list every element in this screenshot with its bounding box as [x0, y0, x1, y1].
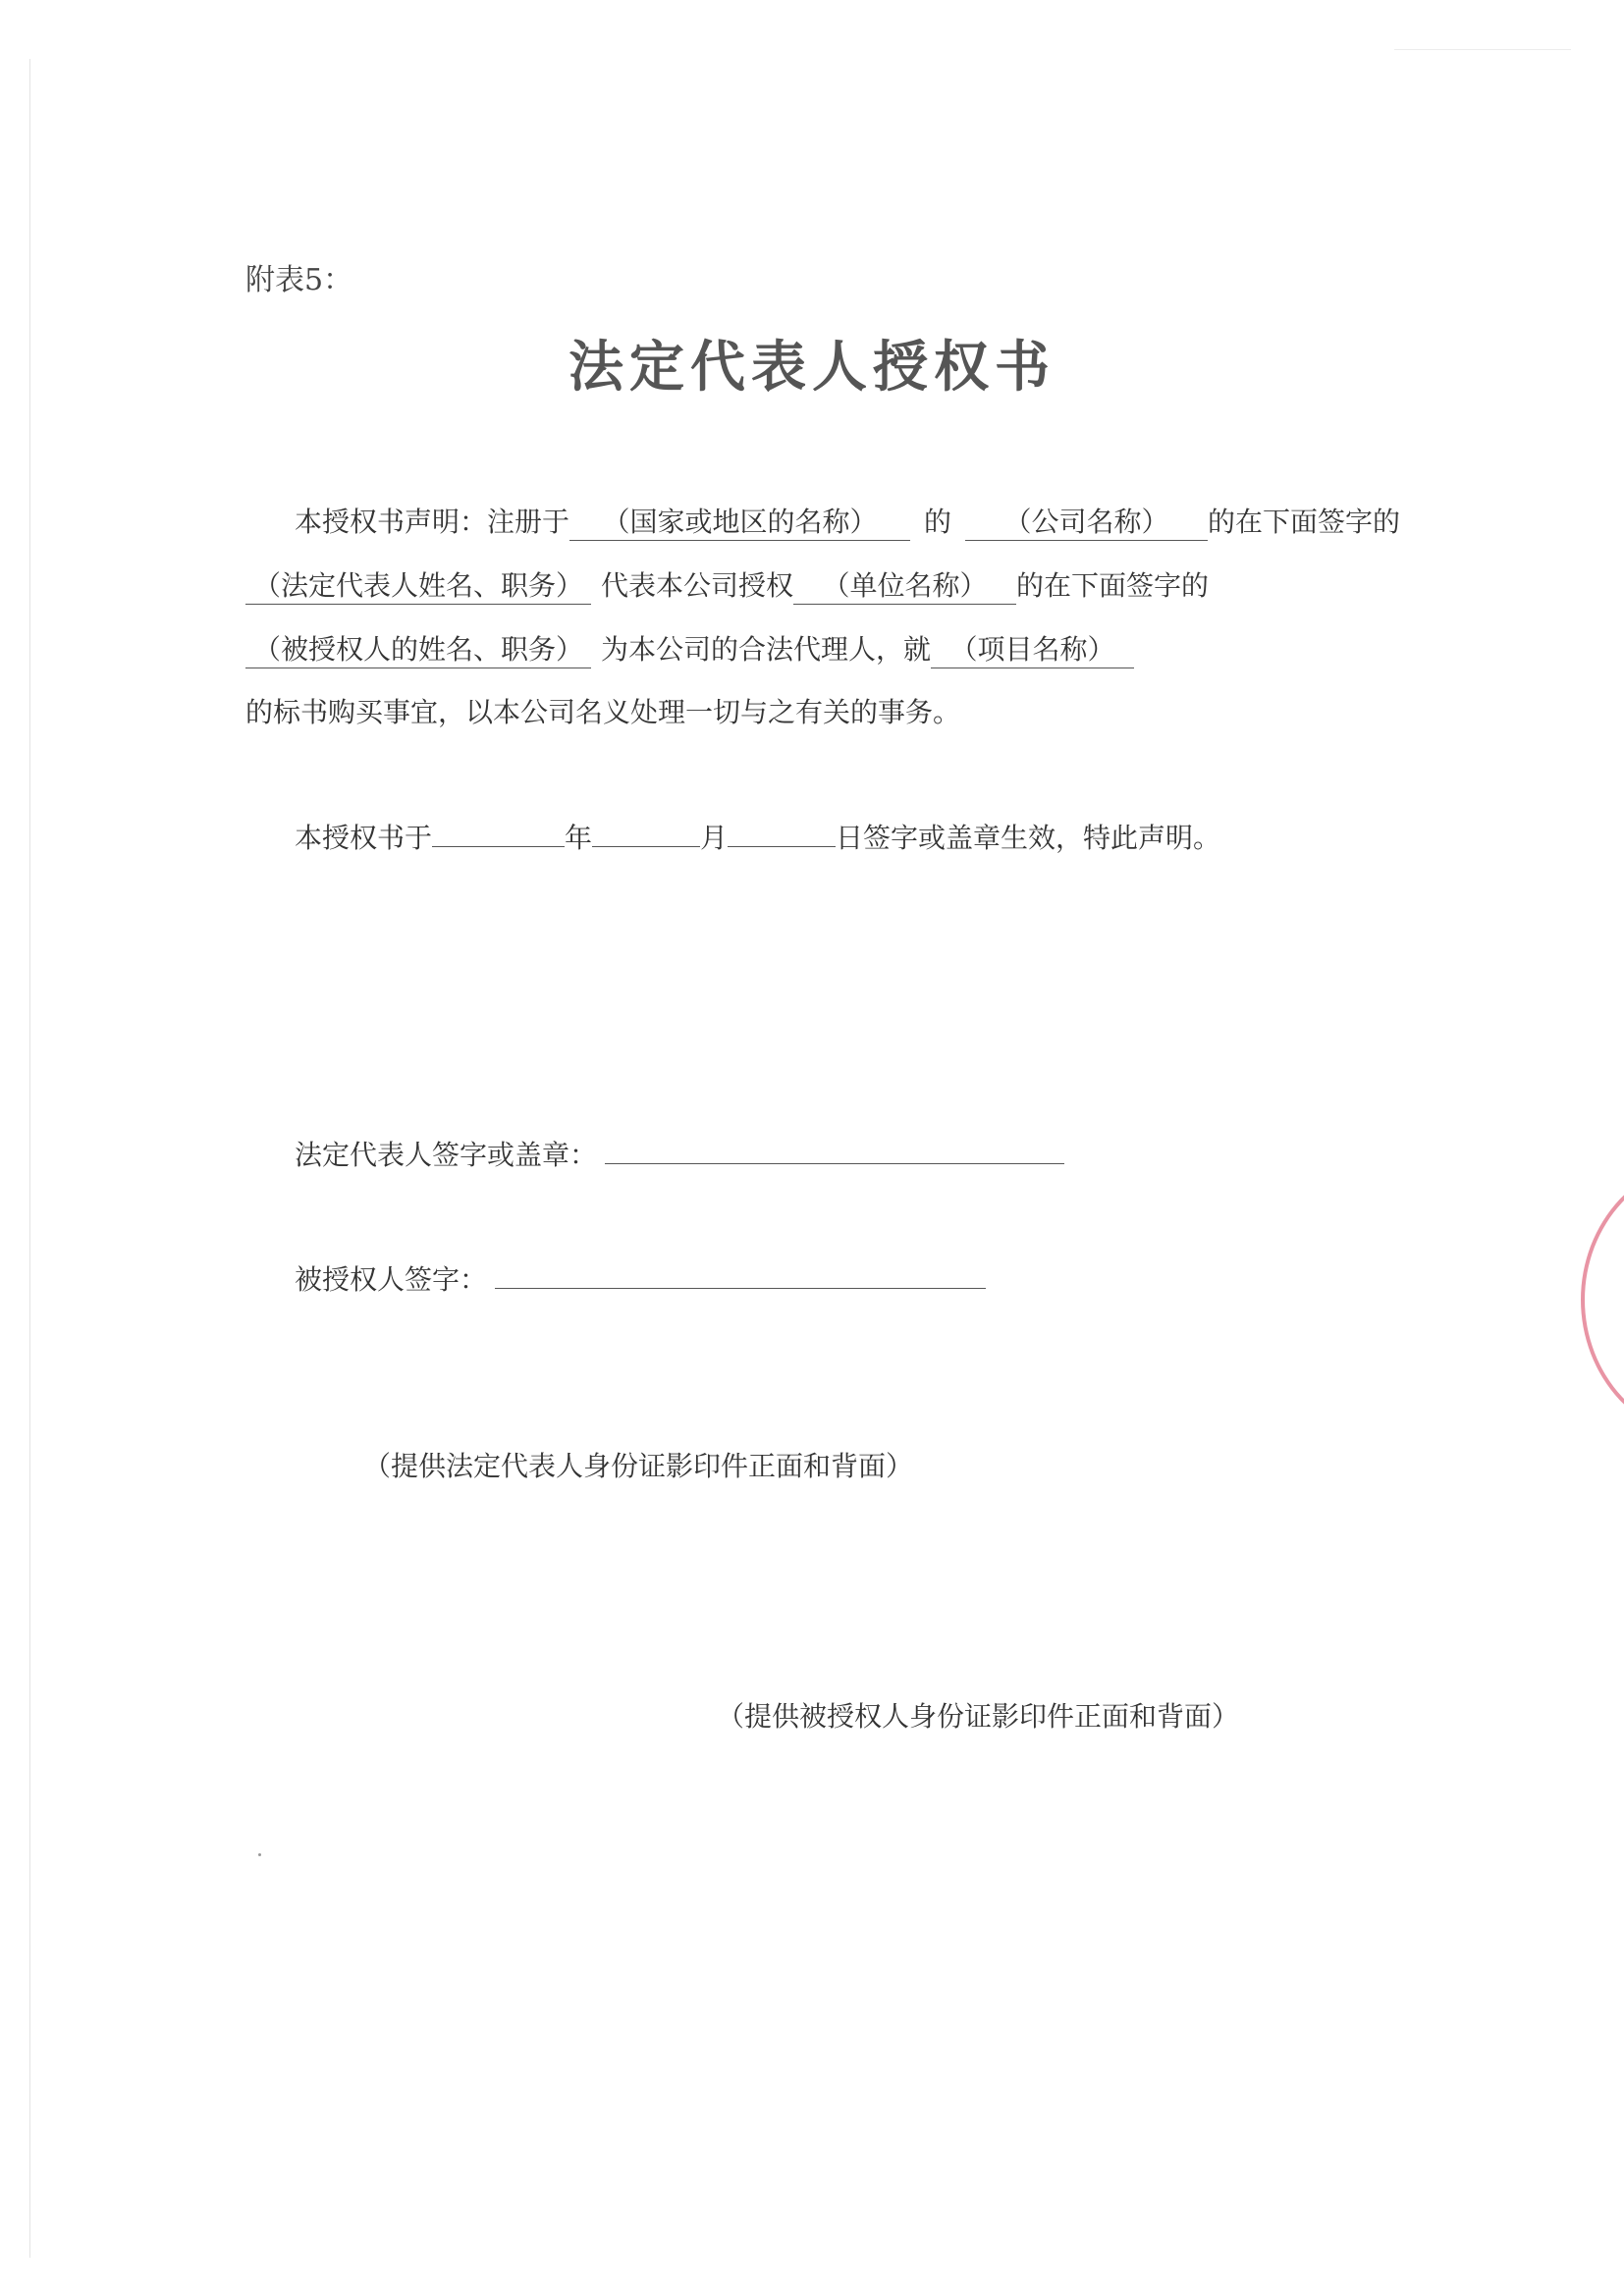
legal-rep-signature-line	[295, 1134, 1064, 1173]
authorized-signature-line	[295, 1258, 986, 1298]
year-blank	[432, 821, 565, 847]
company-name-field: （公司名称）	[965, 501, 1208, 541]
declaration-text: 的	[924, 506, 952, 538]
declaration-text: 的在下面签字的	[1016, 569, 1210, 602]
authorized-name-field: （被授权人的姓名、职务）	[245, 628, 591, 668]
authorized-signature-label: 被授权人签字：	[295, 1263, 488, 1296]
month-blank	[592, 821, 700, 847]
month-label: 月	[700, 822, 729, 854]
effective-date-text: 日签字或盖章生效，特此声明。	[836, 822, 1221, 854]
partial-seal-stamp	[1571, 1158, 1624, 1433]
project-name-field: （项目名称）	[931, 628, 1134, 668]
effective-date-line	[295, 817, 1220, 856]
declaration-text: 的在下面签字的	[1208, 506, 1401, 538]
authorized-id-note: （提供被授权人身份证影印件正面和背面）	[717, 1700, 1240, 1733]
year-label: 年	[565, 822, 593, 854]
declaration-text: 代表本公司授权	[601, 569, 794, 602]
declaration-line-3	[245, 628, 1134, 668]
declaration-text: 为本公司的合法代理人，就	[601, 633, 932, 666]
declaration-text: 本授权书声明：注册于	[295, 506, 570, 538]
effective-date-text: 本授权书于	[295, 822, 433, 854]
authorized-signature-blank	[495, 1262, 986, 1289]
legal-rep-signature-label: 法定代表人签字或盖章：	[295, 1139, 598, 1171]
annex-label: 附表5：	[245, 263, 353, 297]
legal-rep-signature-blank	[605, 1138, 1064, 1164]
declaration-line-2	[245, 564, 1209, 605]
scan-edge-top	[1394, 49, 1571, 50]
scan-speck	[258, 1853, 261, 1856]
declaration-line-4: 的标书购买事宜，以本公司名义处理一切与之有关的事务。	[245, 696, 961, 728]
country-field: （国家或地区的名称）	[569, 501, 910, 541]
declaration-line-1	[295, 501, 1400, 541]
day-blank	[728, 821, 836, 847]
legal-rep-id-note: （提供法定代表人身份证影印件正面和背面）	[363, 1450, 914, 1482]
seal-ring	[1581, 1158, 1624, 1433]
legal-rep-name-field: （法定代表人姓名、职务）	[245, 564, 591, 605]
unit-name-field: （单位名称）	[793, 564, 1016, 605]
page-title: 法定代表人授权书	[568, 335, 1056, 400]
